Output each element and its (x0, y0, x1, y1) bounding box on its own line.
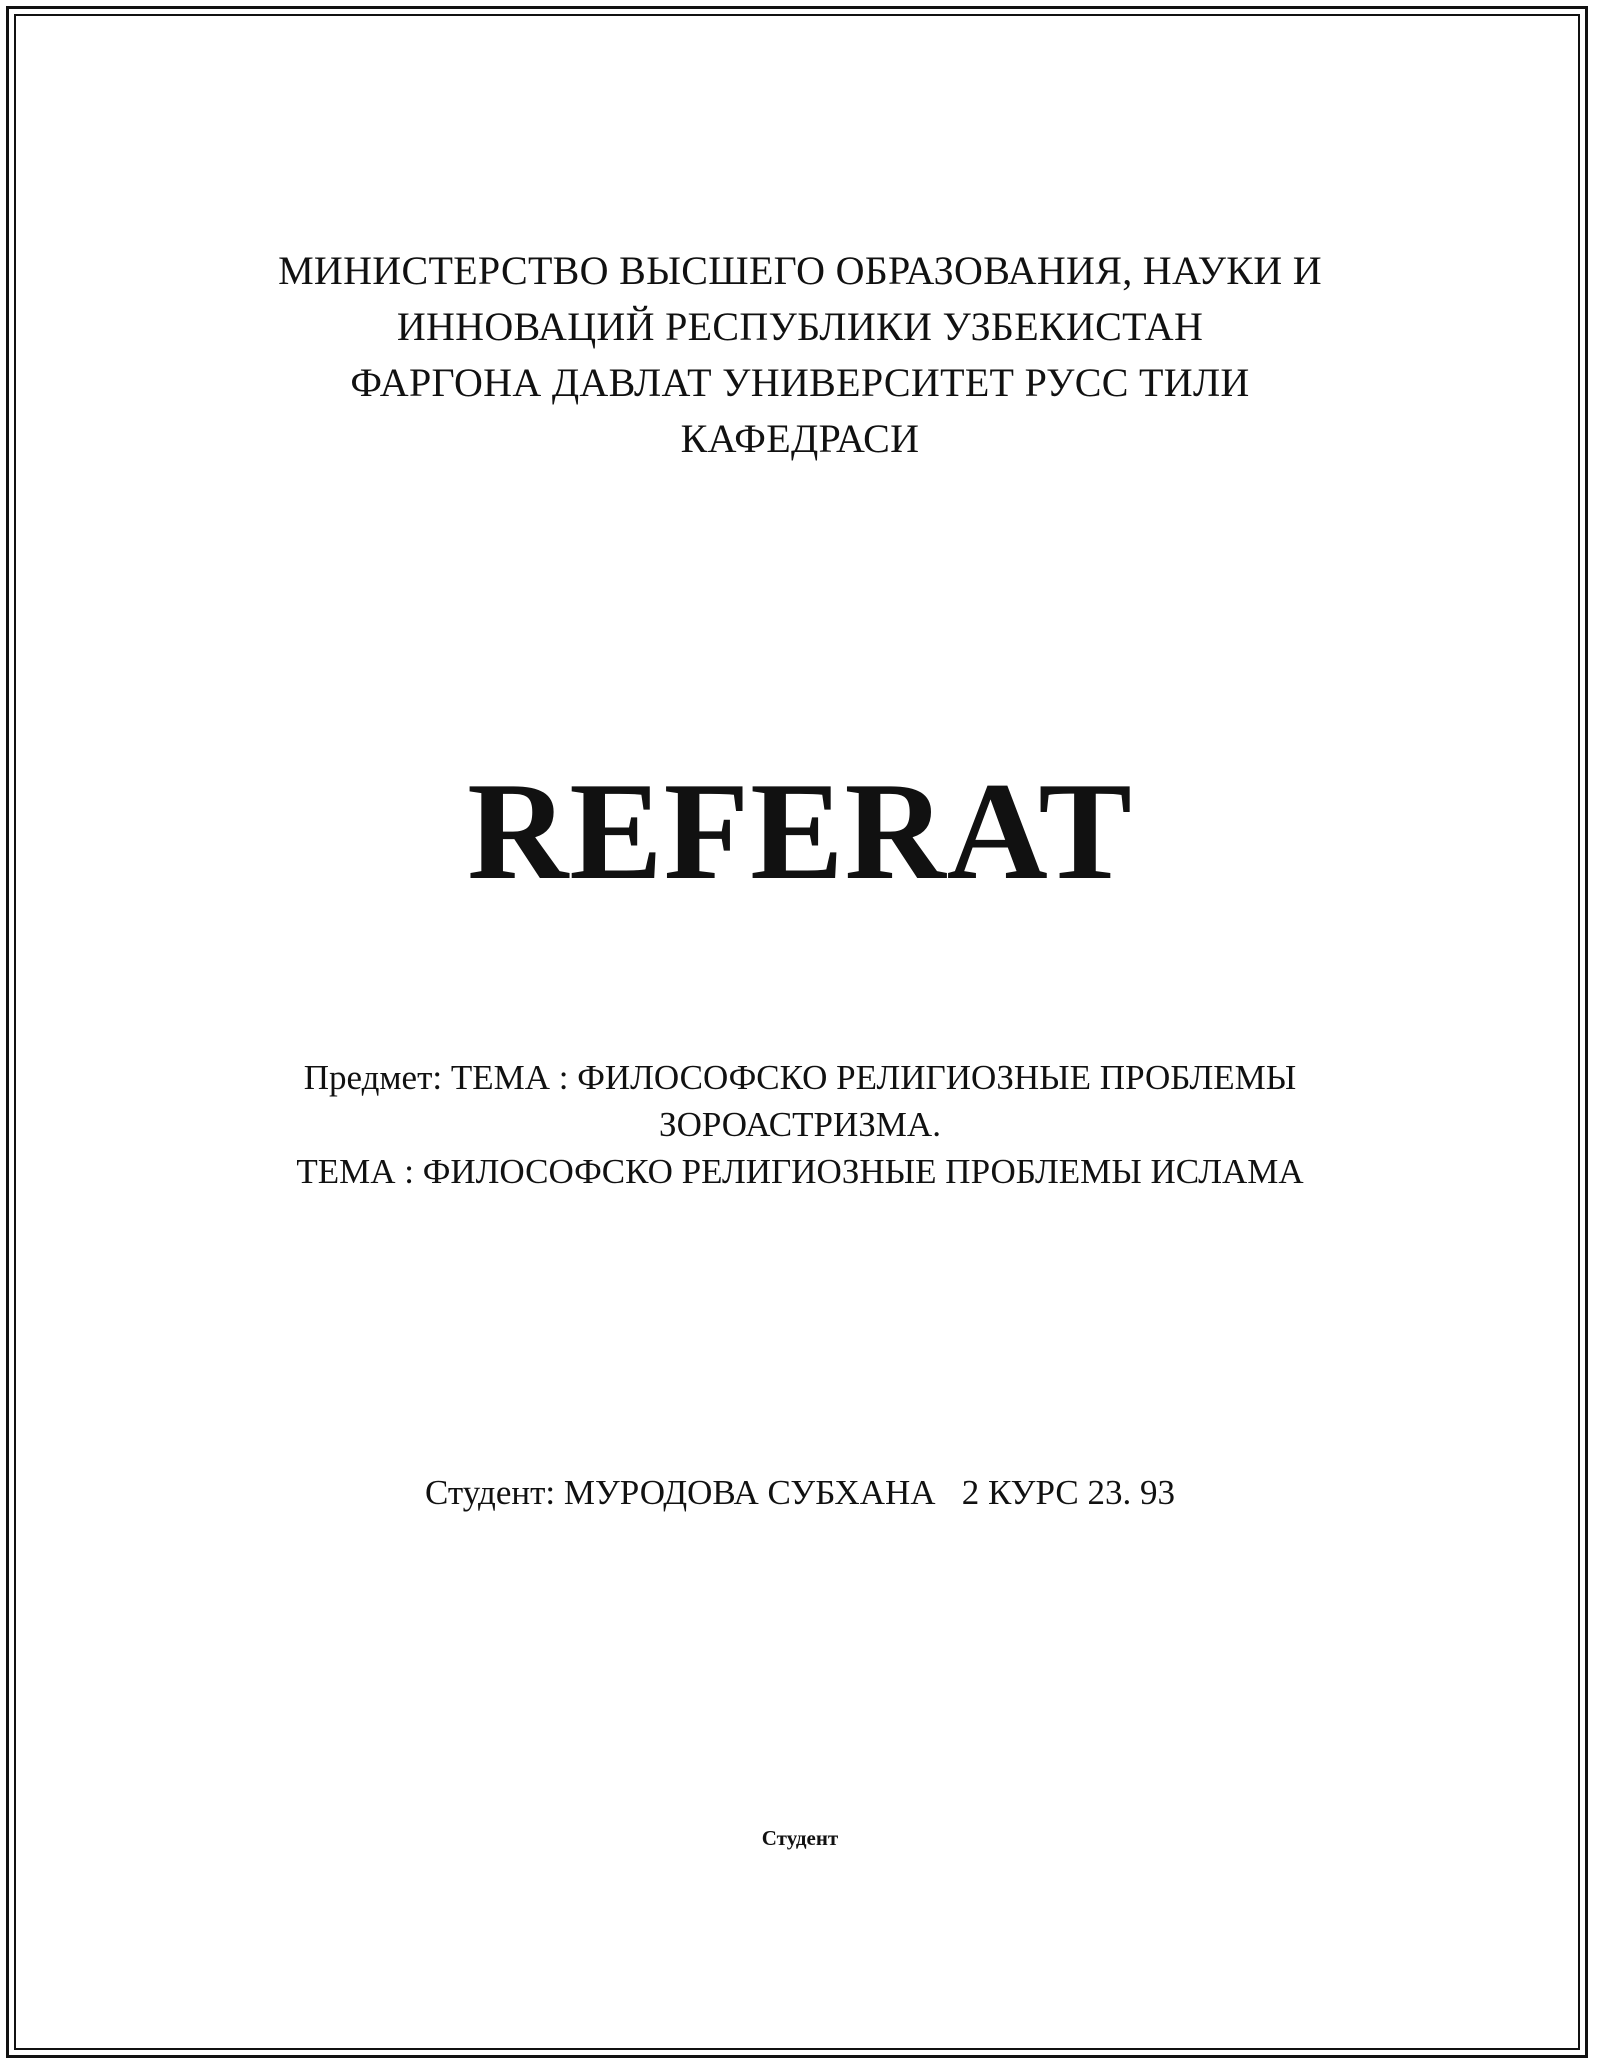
footer-label: Студент (761, 1826, 839, 1850)
topic-block (0, 1054, 1600, 1195)
topic-line: ЗОРОАСТРИЗМА. (659, 1105, 941, 1144)
header-line: МИНИСТЕРСТВО ВЫСШЕГО ОБРАЗОВАНИЯ, НАУКИ И (278, 248, 1322, 293)
header-line: ИННОВАЦИЙ РЕСПУБЛИКИ УЗБЕКИСТАН (396, 304, 1204, 349)
topic-line: ТЕМА : ФИЛОСОФСКО РЕЛИГИОЗНЫЕ ПРОБЛЕМЫ ИСЛАМА (296, 1152, 1304, 1191)
topic-line: Предмет: ТЕМА : ФИЛОСОФСКО РЕЛИГИОЗНЫЕ ПРОБЛЕМЫ (303, 1058, 1297, 1097)
institution-header (0, 243, 1600, 467)
student-info: Студент: МУРОДОВА СУБХАНА 2 КУРС 23. 93 (425, 1473, 1175, 1512)
document-title: REFERAT (467, 754, 1133, 909)
header-line: ФАРГОНА ДАВЛАТ УНИВЕРСИТЕТ РУСС ТИЛИ (350, 360, 1250, 405)
header-line: КАФЕДРАСИ (680, 416, 920, 461)
